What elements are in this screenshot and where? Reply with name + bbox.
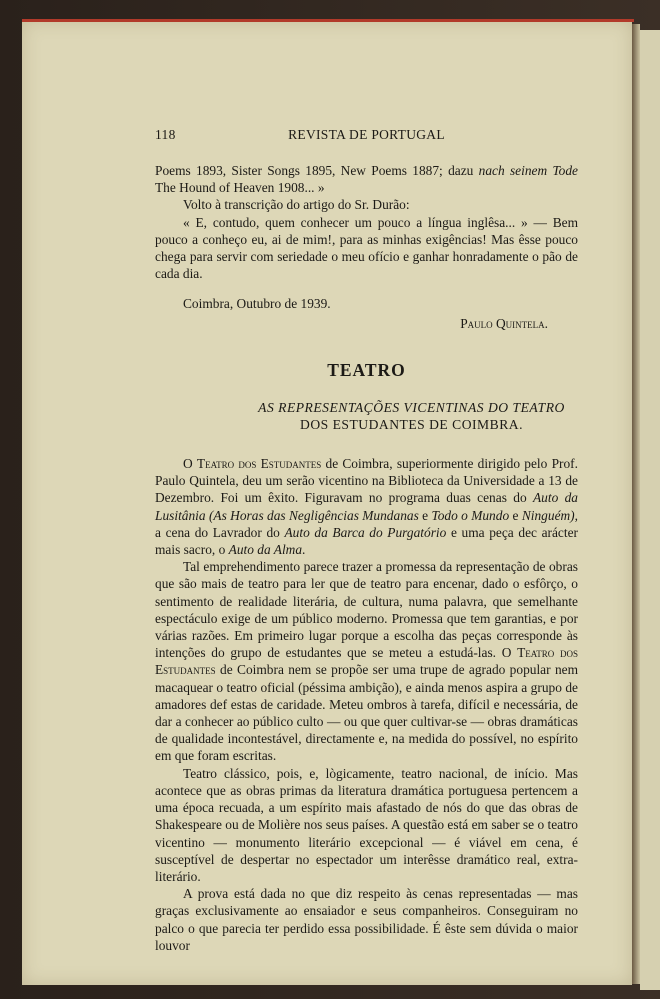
letter-paragraph-1: Poems 1893, Sister Songs 1895, New Poems 1887; dazu nach seinem Tode The Hound of Heaven 1908... » bbox=[155, 163, 578, 196]
running-title: REVISTA DE PORTUGAL bbox=[288, 127, 445, 142]
page-top-edge bbox=[22, 19, 634, 22]
body-paragraph-3: Teatro clássico, pois, e, lògicamente, teatro nacional, de início. Mas acontece que as obras primas da literatura dramática portuguesa pertencem a uma época recuada, a um espírito mais afastado de nós do que das obras de Shakespeare ou de Molière nos seus países. A questão está em saber se o teatro vicentino — monumento literário excepcional — é viável em cena, é susceptível de despertar no espectador um interêsse dramático real, extra-literário. bbox=[155, 765, 578, 884]
section-subtitle bbox=[245, 399, 578, 433]
running-header bbox=[155, 126, 578, 146]
letter-paragraph-2: Volto à transcrição do artigo do Sr. Durão: bbox=[183, 197, 410, 213]
signature: Paulo Quintela. bbox=[460, 315, 548, 331]
body-paragraph-1: O Teatro dos Estudantes de Coimbra, superiormente dirigido pelo Prof. Paulo Quintela, deu um serão vicentino na Biblioteca da Universidade a 13 de Dezembro. Foi um êxito. Figuravam no programa duas cenas do Auto da Lusitânia (As Horas das Negligências Mundanas e Todo o Mundo e Ninguém), a cena do Lavrador do Auto da Barca do Purgatório e uma peça dec arácter mais sacro, o Auto da Alma. bbox=[155, 456, 579, 558]
subtitle-line-2: DOS ESTUDANTES DE COIMBRA. bbox=[300, 417, 523, 433]
page-number: 118 bbox=[155, 127, 176, 142]
letter-paragraph-3: « E, contudo, quem conhecer um pouco a língua inglêsa... » — Bem pouco a conheço eu, ai de mim!, para as minhas exigências! Mas êsse pouco chega para servir com seriedade o meu ofício e ganhar honradamente o pão de cada dia. bbox=[155, 214, 578, 282]
body-paragraph-2: Tal emprehendimento parece trazer a promessa da representação de obras que são mais de teatro para ler que de teatro para encenar, dado o esfôrço, o sentimento de realidade literária, de cultura, numa palavra, que semelhante espectáculo exige de um público moderno. Promessa que tem garantias, e por várias razões. Em primeiro lugar porque a escolha das peças corresponde às intenções do grupo de estudantes que se meteu a estudá-las. O Teatro dos Estudantes de Coimbra nem se propõe ser uma trupe de agrado popular nem macaquear o teatro oficial (péssima ambição), e ainda menos aspira a grupo de amadores def estas de caridade. Meteu ombros à tarefa, difícil e necessária, de dar a conhecer ao público culto — ou que quer cultivar-se — obras dramáticas de qualidade incontestável, directamente e, na medida do possível, no espírito em que foram escritas. bbox=[155, 559, 578, 764]
page-content bbox=[155, 126, 578, 954]
subtitle-line-1: AS REPRESENTAÇÕES VICENTINAS DO TEATRO bbox=[258, 400, 565, 416]
book-gutter bbox=[632, 24, 640, 984]
dateline: Coimbra, Outubro de 1939. bbox=[183, 296, 331, 312]
adjacent-page-edge bbox=[640, 30, 660, 990]
section-title: TEATRO bbox=[327, 359, 406, 380]
body-paragraph-4: A prova está dada no que diz respeito às cenas representadas — mas graças exclusivamente ao ensaiador e seus companheiros. Conseguiram no palco o que parecia ter perdido essa possibilidade. É êste sem dúvida o maior louvor bbox=[155, 886, 578, 953]
